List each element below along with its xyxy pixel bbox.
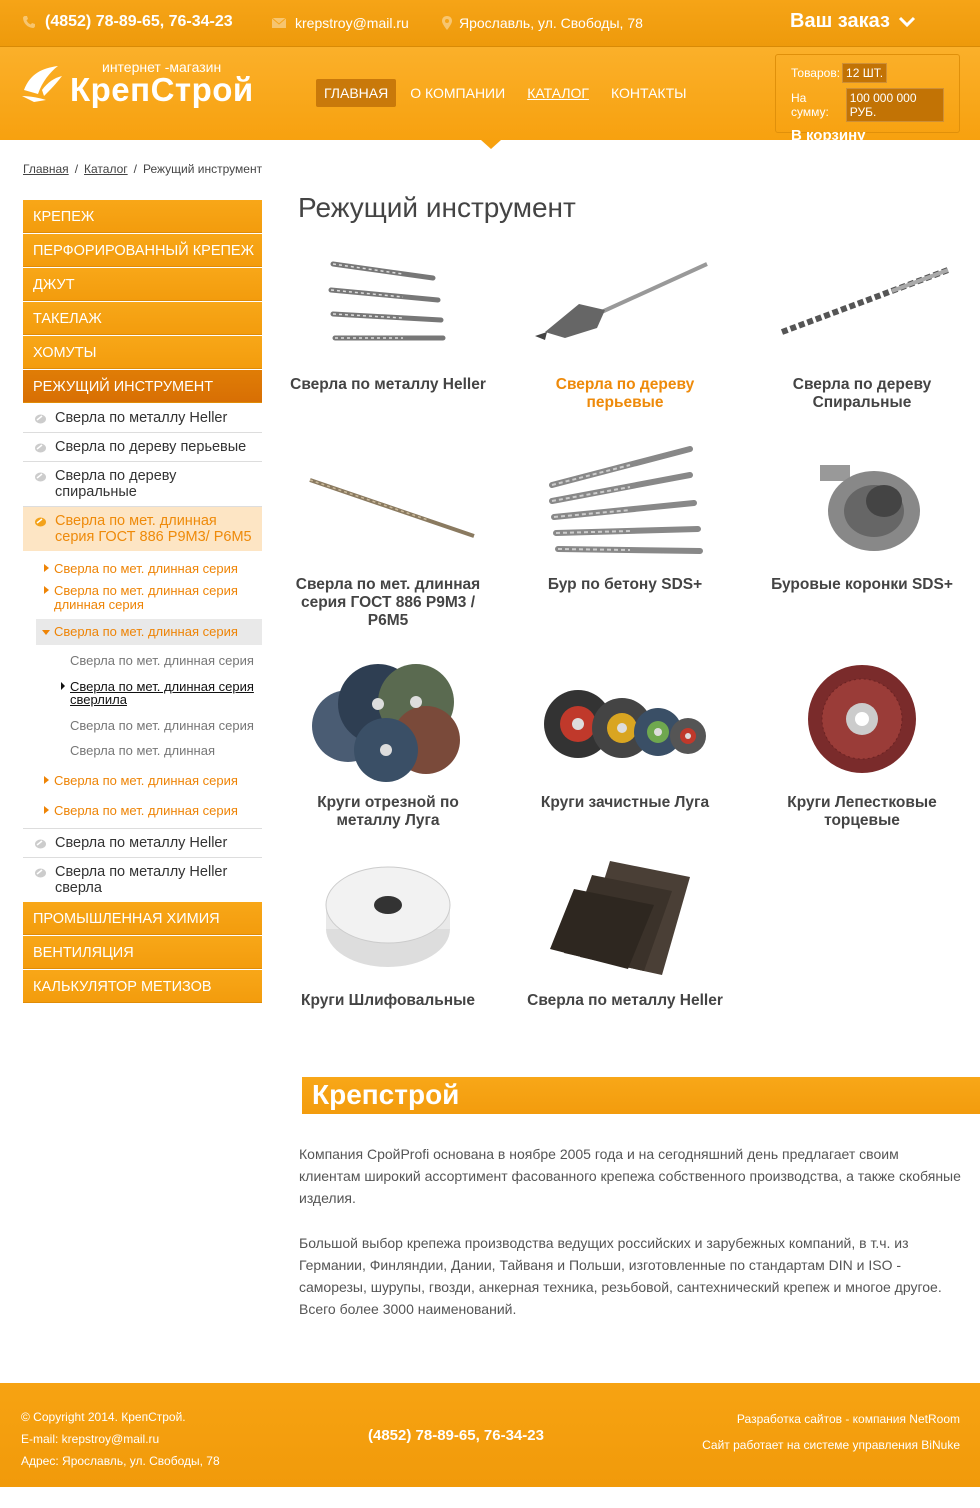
product-image bbox=[744, 440, 980, 570]
breadcrumb bbox=[23, 162, 262, 176]
sidebar-level4-label: Сверла по мет. длинная серия bbox=[70, 717, 254, 733]
cart-box bbox=[775, 54, 960, 144]
nav-pointer bbox=[481, 140, 501, 149]
logo-title: КрепСтрой bbox=[70, 71, 254, 108]
sidebar-sub-item[interactable] bbox=[23, 829, 262, 858]
product-name: Сверла по мет. длинная серия ГОСТ 886 Р9М3 / Р6М5 bbox=[295, 576, 481, 629]
triangle-right-icon bbox=[44, 776, 49, 784]
breadcrumb-current: Режущий инструмент bbox=[143, 162, 263, 176]
order-label: Ваш заказ bbox=[790, 10, 890, 32]
product-image bbox=[507, 852, 743, 982]
to-cart-link[interactable]: В корзину bbox=[791, 127, 866, 144]
top-address-text: Ярославль, ул. Свободы, 78 bbox=[459, 15, 643, 31]
triangle-right-icon bbox=[44, 564, 49, 572]
product-image bbox=[270, 240, 506, 370]
product-card[interactable] bbox=[507, 240, 743, 412]
chevron-down-icon bbox=[898, 16, 916, 28]
footer-credits bbox=[702, 1406, 960, 1458]
bullet-icon bbox=[34, 867, 47, 878]
sidebar-sub-label: Сверла по металлу Heller сверла bbox=[55, 863, 228, 896]
logo-subtitle: интернет -магазин bbox=[102, 59, 222, 75]
about-text bbox=[299, 1143, 964, 1342]
sidebar-sub-item[interactable] bbox=[23, 858, 262, 902]
product-image bbox=[270, 440, 506, 570]
sidebar-level4-item[interactable] bbox=[23, 651, 262, 671]
header bbox=[0, 47, 980, 144]
nav-about[interactable]: О КОМПАНИИ bbox=[410, 85, 506, 101]
footer-dev-link[interactable]: Разработка сайтов - компания NetRoom bbox=[736, 1412, 960, 1426]
product-image bbox=[270, 852, 506, 982]
triangle-right-icon bbox=[44, 806, 49, 814]
footer-cms-link[interactable]: Сайт работает на системе управления BiNuke bbox=[702, 1438, 960, 1452]
product-name: Сверла по металлу Heller bbox=[290, 376, 486, 393]
sidebar-cat-clamps[interactable]: ХОМУТЫ bbox=[23, 336, 262, 369]
cart-sum-value: 100 000 000 РУБ. bbox=[846, 88, 944, 122]
sidebar-sub-item-selected[interactable] bbox=[23, 507, 262, 551]
bullet-icon bbox=[34, 442, 47, 453]
logo-leaf-icon bbox=[20, 60, 64, 104]
sidebar-level4-item[interactable] bbox=[23, 716, 262, 736]
product-card[interactable] bbox=[270, 654, 506, 830]
product-image bbox=[744, 654, 980, 784]
sidebar-sub-label: Сверла по дереву перьевые bbox=[55, 439, 247, 455]
sidebar-level4-label: Сверла по мет. длинная серия сверлила bbox=[70, 678, 254, 707]
product-image bbox=[507, 240, 743, 370]
cart-sum-label: На сумму: bbox=[791, 91, 829, 119]
sidebar-level4-label: Сверла по мет. длинная bbox=[70, 743, 216, 758]
footer-address: Адрес: Ярославль, ул. Свободы, 78 bbox=[21, 1454, 220, 1468]
top-phone-text: (4852) 78-89-65, 76-34-23 bbox=[45, 13, 233, 30]
top-email-text: krepstroy@mail.ru bbox=[295, 15, 409, 31]
logo[interactable] bbox=[20, 59, 254, 106]
about-paragraph: Большой выбор крепежа производства ведущих российских и зарубежных компаний, в т.ч. из Германии, Финляндии, Дании, Тайваня и Польши, изготовленные по стандартам DIN и ISO - саморезы, шурупы, гвозди, анкерная техника, резьбовой, сантехнический крепеж и многое другое. Всего более 3000 наименований. bbox=[299, 1234, 942, 1318]
breadcrumb-catalog[interactable]: Каталог bbox=[84, 162, 128, 176]
product-card[interactable] bbox=[507, 654, 743, 812]
product-name: Сверла по металлу Heller bbox=[527, 992, 723, 1009]
phone-icon bbox=[22, 15, 36, 29]
product-name: Круги Шлифовальные bbox=[301, 992, 475, 1009]
nav-catalog[interactable]: КАТАЛОГ bbox=[527, 85, 589, 101]
sidebar-level3-label: Сверла по мет. длинная серия длинная серия bbox=[54, 583, 238, 612]
product-name: Сверла по дереву Спиральные bbox=[792, 376, 932, 411]
top-phone bbox=[22, 13, 233, 31]
sidebar-cat-calculator[interactable]: КАЛЬКУЛЯТОР МЕТИЗОВ bbox=[23, 970, 262, 1003]
triangle-right-icon bbox=[44, 586, 49, 594]
sidebar-sub-label: Сверла по мет. длинная серия ГОСТ 886 Р9М3/ Р6М5 bbox=[55, 513, 252, 545]
product-name: Круги зачистные Луга bbox=[540, 794, 710, 811]
sidebar-level3-label: Сверла по мет. длинная серия bbox=[54, 772, 238, 788]
footer-info bbox=[21, 1406, 220, 1472]
order-toggle[interactable] bbox=[790, 10, 916, 33]
top-address bbox=[442, 15, 643, 31]
product-image bbox=[270, 654, 506, 784]
about-paragraph: Компания СройProfi основана в ноябре 2005 года и на сегодняшний день предлагает своим клиентам широкий ассортимент фасованного крепежа собственного производства, а также скобяные изделия. bbox=[299, 1146, 961, 1207]
sidebar-sub-item[interactable] bbox=[23, 433, 262, 462]
product-image bbox=[507, 654, 743, 784]
product-card[interactable] bbox=[507, 852, 743, 1010]
bullet-icon bbox=[34, 838, 47, 849]
sidebar-cat-rigging[interactable]: ТАКЕЛАЖ bbox=[23, 302, 262, 335]
product-card[interactable] bbox=[744, 440, 980, 594]
sidebar-level4-item-current[interactable] bbox=[23, 677, 262, 710]
sidebar-sub-label: Сверла по дереву спиральные bbox=[55, 468, 177, 500]
sidebar-level3-item[interactable] bbox=[23, 579, 262, 615]
page-title: Режущий инструмент bbox=[298, 192, 576, 223]
sidebar-cat-ventilation[interactable]: ВЕНТИЛЯЦИЯ bbox=[23, 936, 262, 969]
sidebar-level3-item-open[interactable] bbox=[36, 619, 262, 645]
product-name: Буровые коронки SDS+ bbox=[771, 576, 953, 593]
sidebar-level3-label: Сверла по мет. длинная серия bbox=[54, 624, 238, 639]
product-name: Круги отрезной по металлу Луга bbox=[317, 794, 459, 829]
triangle-right-icon bbox=[61, 682, 65, 690]
footer bbox=[0, 1383, 980, 1487]
sidebar-cat-krepezh[interactable]: КРЕПЕЖ bbox=[23, 200, 262, 233]
sidebar-cat-perforated[interactable]: ПЕРФОРИРОВАННЫЙ КРЕПЕЖ bbox=[23, 234, 262, 267]
cart-items-value: 12 ШТ. bbox=[842, 63, 887, 83]
product-image bbox=[744, 240, 980, 370]
sidebar-sub-item[interactable] bbox=[23, 462, 262, 507]
triangle-down-icon bbox=[42, 630, 50, 635]
product-name: Бур по бетону SDS+ bbox=[547, 576, 703, 593]
footer-copyright: © Copyright 2014. КрепСтрой. bbox=[21, 1410, 186, 1424]
about-heading-bar bbox=[299, 1077, 980, 1114]
location-pin-icon bbox=[442, 16, 452, 30]
sidebar-cat-jute[interactable]: ДЖУТ bbox=[23, 268, 262, 301]
top-email[interactable] bbox=[272, 15, 409, 31]
sidebar-level3-item[interactable] bbox=[23, 799, 262, 821]
sidebar-sub-label: Сверла по металлу Heller bbox=[55, 410, 228, 426]
bullet-icon bbox=[34, 471, 47, 482]
sidebar-level4-label: Сверла по мет. длинная серия bbox=[70, 653, 254, 668]
sidebar-cat-chemistry[interactable]: ПРОМЫШЛЕННАЯ ХИМИЯ bbox=[23, 902, 262, 935]
nav-home[interactable]: ГЛАВНАЯ bbox=[316, 79, 396, 107]
footer-phone: (4852) 78-89-65, 76-34-23 bbox=[368, 1427, 544, 1444]
footer-email[interactable]: E-mail: krepstroy@mail.ru bbox=[21, 1432, 160, 1446]
sidebar-level3-label: Сверла по мет. длинная серия bbox=[54, 561, 238, 576]
top-bar bbox=[0, 0, 980, 47]
sidebar-level3-label: Сверла по мет. длинная серия bbox=[54, 802, 238, 818]
product-card[interactable] bbox=[270, 852, 506, 1010]
mail-icon bbox=[272, 18, 286, 28]
product-card[interactable] bbox=[744, 654, 980, 830]
sidebar-level3-item[interactable] bbox=[23, 769, 262, 791]
main-nav bbox=[316, 79, 701, 107]
sidebar-level4-item[interactable] bbox=[23, 741, 262, 761]
sidebar-cat-cutting-tools[interactable]: РЕЖУЩИЙ ИНСТРУМЕНТ bbox=[23, 370, 262, 403]
product-image bbox=[507, 440, 743, 570]
sidebar-sub-item[interactable] bbox=[23, 404, 262, 433]
product-card[interactable] bbox=[270, 240, 506, 394]
product-card[interactable] bbox=[507, 440, 743, 594]
breadcrumb-home[interactable]: Главная bbox=[23, 162, 69, 176]
product-card[interactable] bbox=[270, 440, 506, 630]
breadcrumb-sep: / bbox=[133, 162, 137, 176]
product-name: Круги Лепестковые торцевые bbox=[787, 794, 937, 829]
product-card[interactable] bbox=[744, 240, 980, 412]
sidebar-level3-item[interactable] bbox=[23, 557, 262, 579]
cart-items-label: Товаров: bbox=[791, 66, 841, 80]
nav-contacts[interactable]: КОНТАКТЫ bbox=[610, 85, 687, 101]
sidebar-sub-label: Сверла по металлу Heller bbox=[55, 834, 228, 851]
bullet-icon bbox=[34, 413, 47, 424]
about-heading: Крепстрой bbox=[312, 1079, 460, 1110]
sidebar-menu bbox=[23, 200, 262, 1004]
bullet-icon bbox=[34, 516, 47, 527]
breadcrumb-sep: / bbox=[74, 162, 79, 176]
product-name: Сверла по дереву перьевые bbox=[555, 376, 695, 411]
